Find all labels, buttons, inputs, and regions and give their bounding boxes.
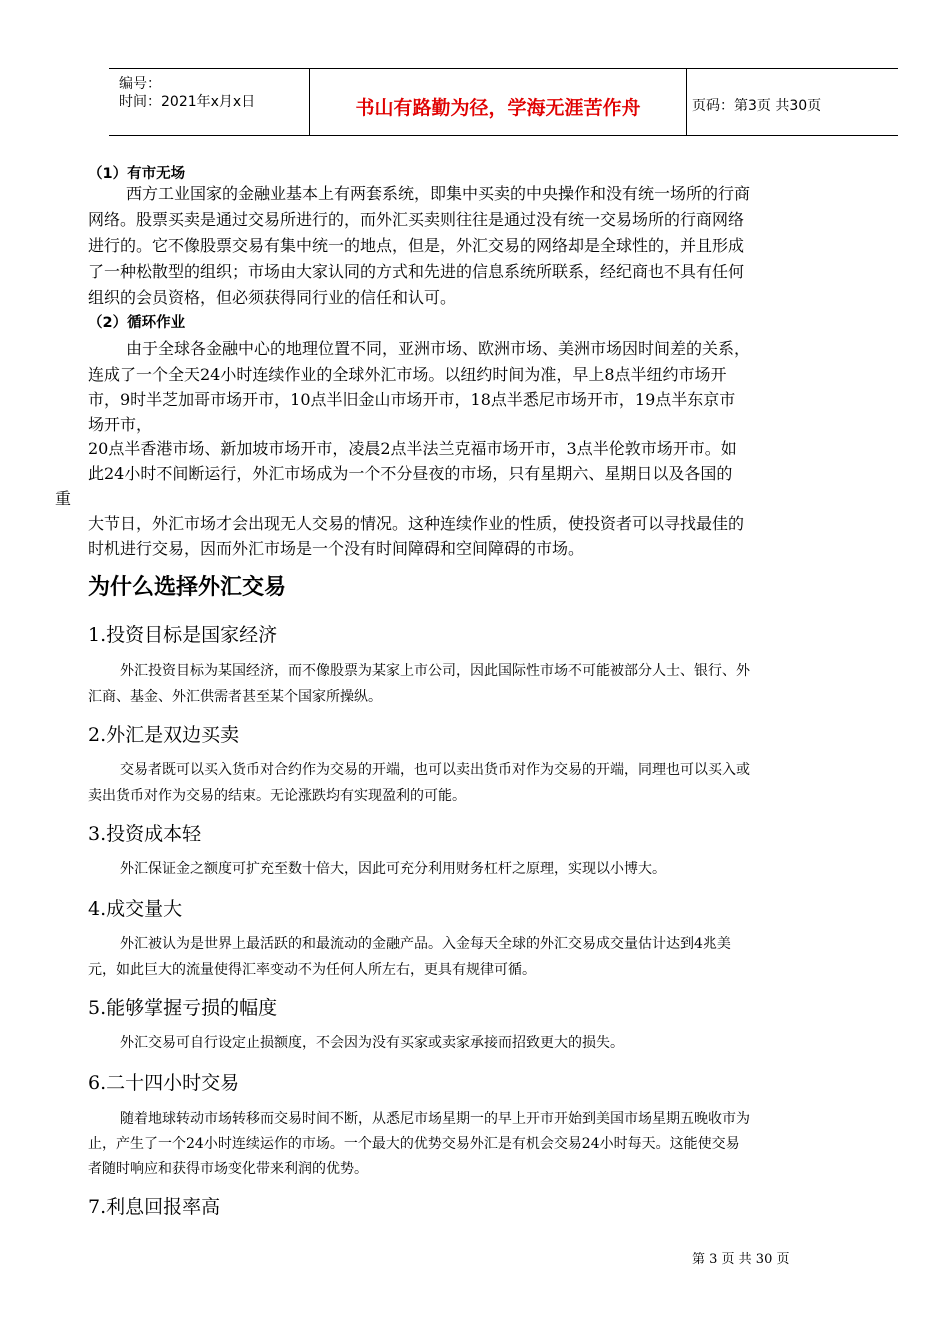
header-motto-cell (310, 69, 687, 135)
paragraph-line: 由于全球各金融中心的地理位置不同，亚洲市场、欧洲市场、美洲市场因时间差的关系， (126, 339, 751, 358)
item-line: 外汇交易可自行设定止损额度，不会因为没有买家或卖家承接而招致更大的损失。 (120, 1035, 624, 1051)
item-line: 随着地球转动市场转移而交易时间不断，从悉尼市场星期一的早上开市开始到美国市场星期五晚收市为 (120, 1111, 750, 1127)
section2-title: （2）循环作业 (88, 315, 186, 331)
header-page-cell (687, 69, 898, 135)
document-date: 时间：2021年x月x日 (119, 94, 256, 110)
paragraph-line: 20点半香港市场、新加坡市场开市，凌晨2点半法兰克福市场开市，3点半伦敦市场开市。如 (88, 439, 737, 458)
item-heading: 5.能够掌握亏损的幅度 (88, 997, 278, 1019)
section1-title: （1）有市无场 (88, 166, 186, 182)
item-heading: 6.二十四小时交易 (88, 1072, 240, 1094)
header-page-info: 页码：第3页 共30页 (692, 98, 822, 114)
item-heading: 3.投资成本轻 (88, 823, 202, 845)
paragraph-line: 大节日，外汇市场才会出现无人交易的情况。这种连续作业的性质，使投资者可以寻找最佳的 (88, 514, 745, 533)
header-meta-cell (109, 69, 310, 135)
page-header (109, 68, 898, 136)
paragraph-line: 组织的会员资格，但必须获得同行业的信任和认可。 (88, 288, 457, 307)
paragraph-line: 网络。股票买卖是通过交易所进行的，而外汇买卖则往往是通过没有统一交易场所的行商网络 (88, 210, 745, 229)
item-line: 交易者既可以买入货币对合约作为交易的开端，也可以卖出货币对作为交易的开端，同理也可以买入或 (120, 762, 750, 778)
paragraph-line: 此24小时不间断运行，外汇市场成为一个不分昼夜的市场，只有星期六、星期日以及各国的 (88, 464, 733, 483)
item-line: 者随时响应和获得市场变化带来利润的优势。 (88, 1161, 368, 1177)
paragraph-line: 场开市， (88, 415, 153, 434)
item-heading: 1.投资目标是国家经济 (88, 624, 278, 646)
item-line: 汇商、基金、外汇供需者甚至某个国家所操纵。 (88, 689, 382, 705)
item-line: 外汇保证金之额度可扩充至数十倍大，因此可充分利用财务杠杆之原理，实现以小博大。 (120, 861, 666, 877)
header-motto: 书山有路勤为径，学海无涯苦作舟 (355, 97, 641, 119)
paragraph-line: 进行的。它不像股票交易有集中统一的地点，但是，外汇交易的网络却是全球性的，并且形成 (88, 236, 745, 255)
item-line: 卖出货币对作为交易的结束。无论涨跌均有实现盈利的可能。 (88, 788, 466, 804)
document-number-label: 编号： (119, 76, 161, 92)
paragraph-line: 时机进行交易，因而外汇市场是一个没有时间障碍和空间障碍的市场。 (88, 539, 585, 558)
paragraph-line: 市，9时半芝加哥市场开市，10点半旧金山市场开市，18点半悉尼市场开市，19点半东京市 (88, 390, 736, 409)
paragraph-line: 重 (55, 489, 72, 508)
page-footer: 第 3 页 共 30 页 (692, 1252, 790, 1267)
item-line: 元，如此巨大的流量使得汇率变动不为任何人所左右，更具有规律可循。 (88, 962, 536, 978)
item-line: 外汇被认为是世界上最活跃的和最流动的金融产品。入金每天全球的外汇交易成交量估计达到4兆美 (120, 936, 731, 952)
item-line: 止，产生了一个24小时连续运作的市场。一个最大的优势交易外汇是有机会交易24小时每天。这能使交易 (88, 1136, 740, 1152)
item-heading: 4.成交量大 (88, 898, 183, 920)
item-line: 外汇投资目标为某国经济，而不像股票为某家上市公司，因此国际性市场不可能被部分人士、银行、外 (120, 663, 750, 679)
item-heading: 7.利息回报率高 (88, 1196, 221, 1218)
item-heading: 2.外汇是双边买卖 (88, 724, 240, 746)
paragraph-line: 西方工业国家的金融业基本上有两套系统，即集中买卖的中央操作和没有统一场所的行商 (126, 184, 751, 203)
paragraph-line: 了一种松散型的组织；市场由大家认同的方式和先进的信息系统所联系，经纪商也不具有任何 (88, 262, 745, 281)
main-heading: 为什么选择外汇交易 (88, 575, 287, 600)
paragraph-line: 连成了一个全天24小时连续作业的全球外汇市场。以纽约时间为准，早上8点半纽约市场开 (88, 365, 727, 384)
